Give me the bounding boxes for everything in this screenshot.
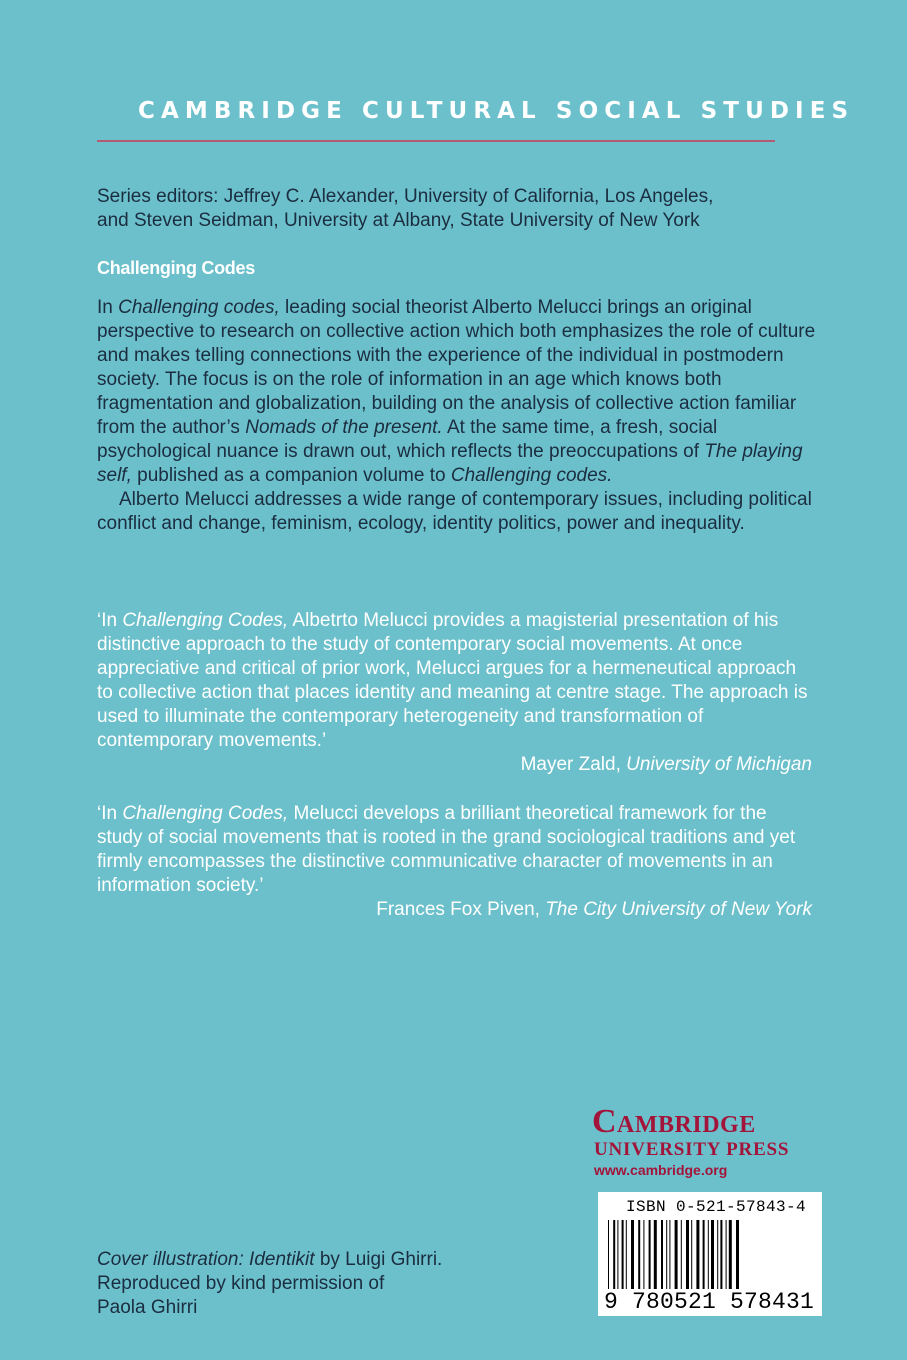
barcode-bar xyxy=(661,1220,663,1300)
barcode-bar xyxy=(669,1220,670,1300)
barcode-bar xyxy=(649,1220,651,1300)
barcode-bar xyxy=(638,1220,640,1300)
barcode-bar xyxy=(617,1220,618,1300)
book-description xyxy=(97,296,817,536)
review-quote-text: ‘In Challenging Codes, Melucci develops a brilliant theoretical framework for the study of social movements that is rooted in the grand sociological traditions and yet firmly encompasses the distinctive communicative character of movements in an information society.’ xyxy=(97,803,796,896)
barcode-bars xyxy=(606,1220,814,1300)
review-quote-1 xyxy=(97,609,812,777)
barcode-bar xyxy=(717,1220,718,1300)
barcode-bar xyxy=(613,1220,615,1300)
series-editors xyxy=(97,185,817,233)
publisher-url: www.cambridge.org xyxy=(594,1162,728,1178)
cover-credit-line-3: Paola Ghirri xyxy=(97,1297,198,1318)
barcode-bar xyxy=(631,1220,634,1300)
barcode-bar xyxy=(691,1220,692,1300)
cover-credit xyxy=(97,1248,517,1320)
barcode-bar xyxy=(686,1220,689,1300)
barcode-bar xyxy=(708,1220,709,1300)
description-paragraph-1: In Challenging codes, leading social theorist Alberto Melucci brings an original perspective to research on collective action which both emphasizes the role of culture and makes telling connections with the experience of the individual in postmodern society. The focus is on the role of information in an age which knows both fragmentation and globalization, building on the analysis of collective action familiar from the author’s Nomads of the present. At the same time, a fresh, social psychological nuance is drawn out, which reflects the preoccupations of The playing self, published as a companion volume to Challenging codes. xyxy=(97,297,816,486)
review-quote-text: ‘In Challenging Codes, Albetrto Melucci provides a magisterial presentation of his distinctive approach to the study of contemporary social movements. At once appreciative and critical of prior work, Melucci argues for a hermeneutical approach to collective action that places identity and meaning at centre stage. The approach is used to illuminate the contemporary heterogeneity and transformation of contemporary movements.’ xyxy=(97,610,808,751)
barcode-bar xyxy=(626,1220,627,1300)
header-rule xyxy=(97,140,775,142)
barcode-bar xyxy=(703,1220,705,1300)
barcode-bar xyxy=(666,1220,667,1300)
publisher-logo xyxy=(592,1105,822,1179)
barcode-bar xyxy=(729,1220,732,1300)
book-title: Challenging Codes xyxy=(97,258,255,278)
barcode-bar xyxy=(643,1220,644,1300)
barcode-digits: 9 780521 578431 xyxy=(603,1289,815,1315)
barcode-bar xyxy=(681,1220,682,1300)
barcode-bar xyxy=(736,1220,739,1300)
publisher-subtitle: UNIVERSITY PRESS xyxy=(594,1139,790,1160)
barcode-bar xyxy=(726,1220,727,1300)
series-title: CAMBRIDGE CULTURAL SOCIAL STUDIES xyxy=(138,98,855,124)
barcode-bar xyxy=(720,1220,722,1300)
barcode-bar xyxy=(675,1220,678,1300)
barcode-bar xyxy=(622,1220,624,1300)
description-paragraph-2: Alberto Melucci addresses a wide range of contemporary issues, including political conflict and change, feminism, ecology, identity politics, power and inequality. xyxy=(97,489,812,534)
series-editors-line-1: Series editors: Jeffrey C. Alexander, University of California, Los Angeles, xyxy=(97,186,714,207)
publisher-name: Cambridge xyxy=(592,1103,756,1140)
barcode-bar xyxy=(654,1220,657,1300)
barcode-bar xyxy=(608,1220,609,1300)
review-quote-2 xyxy=(97,802,812,922)
barcode-bar xyxy=(696,1220,699,1300)
cover-credit-line-1: Cover illustration: Identikit by Luigi Ghirri. xyxy=(97,1249,443,1270)
series-editors-line-2: and Steven Seidman, University at Albany, State University of New York xyxy=(97,210,700,231)
review-attribution: Mayer Zald, University of Michigan xyxy=(520,754,812,775)
cover-credit-line-2: Reproduced by kind permission of xyxy=(97,1273,385,1294)
isbn-barcode xyxy=(598,1192,822,1316)
isbn-number: ISBN 0-521-57843-4 xyxy=(626,1198,807,1216)
barcode-bar xyxy=(711,1220,714,1300)
review-attribution: Frances Fox Piven, The City University of New York xyxy=(376,899,812,920)
